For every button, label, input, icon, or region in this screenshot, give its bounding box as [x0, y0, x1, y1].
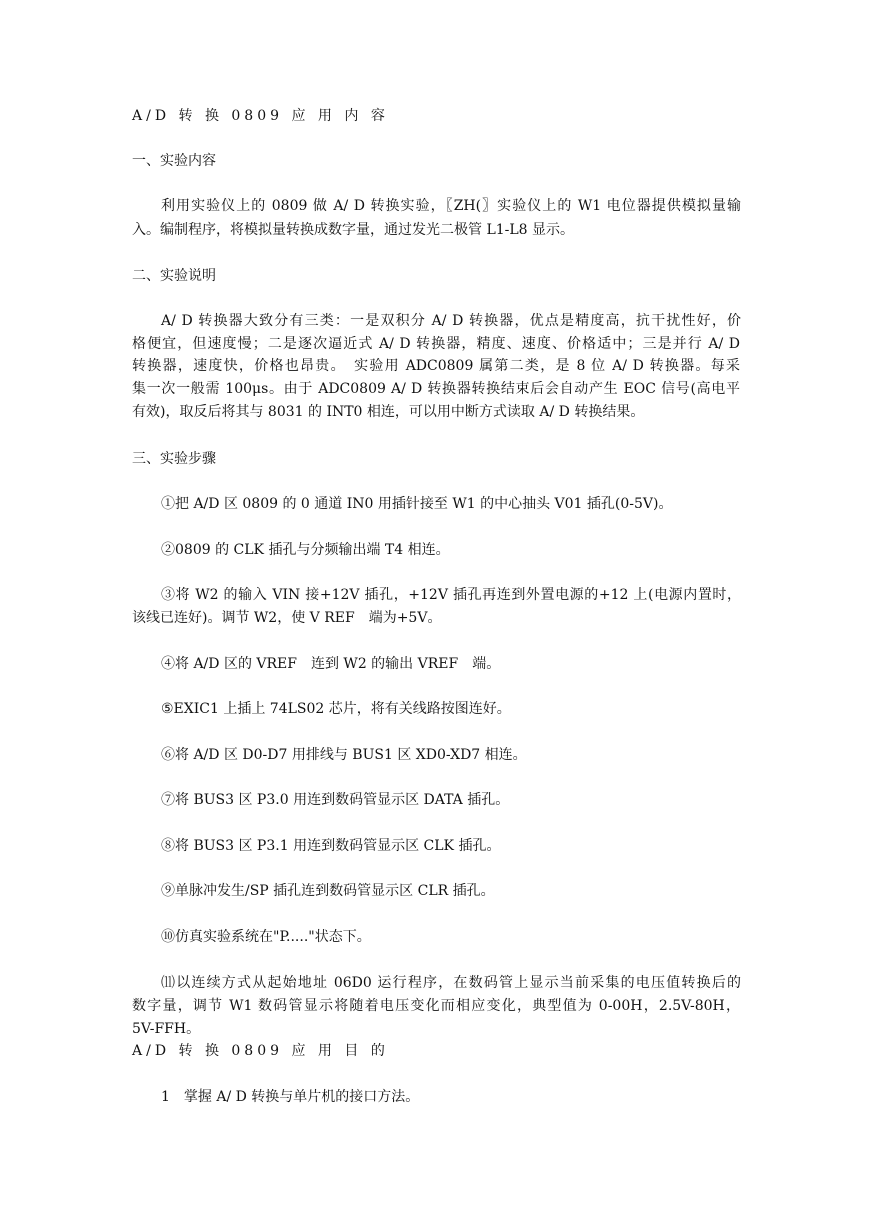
section-heading-steps: 三、实验步骤: [132, 451, 216, 467]
step-item-continued: 5V-FFH。: [132, 1021, 201, 1037]
section-heading-content: 一、实验内容: [132, 153, 216, 169]
goal-item: 1 掌握 A/ D 转换与单片机的接口方法。: [161, 1089, 420, 1105]
step-item: ⑥将 A/D 区 D0-D7 用排线与 BUS1 区 XD0-XD7 相连。: [161, 747, 527, 763]
step-item: ③将 W2 的输入 VIN 接+12V 插孔，+12V 插孔再连到外置电源的+12 上(电源内置时，: [161, 587, 741, 603]
step-item: ⑧将 BUS3 区 P3.1 用连到数码管显示区 CLK 插孔。: [161, 838, 501, 854]
step-item-continued: 该线已连好)。调节 W2，使 V REF 端为+5V。: [132, 610, 442, 626]
step-item: ⑨单脉冲发生/SP 插孔连到数码管显示区 CLR 插孔。: [161, 883, 495, 899]
paragraph-line: 集一次一般需 100μs。由于 ADC0809 A/ D 转换器转换结束后会自动产生 EOC 信号(高电平: [132, 381, 740, 397]
step-item: ⑦将 BUS3 区 P3.0 用连到数码管显示区 DATA 插孔。: [161, 792, 510, 808]
paragraph-line: 入。编制程序，将模拟量转换成数字量，通过发光二极管 L1-L8 显示。: [132, 222, 575, 238]
step-item: ⑤EXIC1 上插上 74LS02 芯片，将有关线路按图连好。: [161, 701, 511, 717]
doc-subtitle-goals: A/D 转 换 0809 应 用 目 的: [132, 1043, 389, 1059]
step-item: ④将 A/D 区的 VREF 连到 W2 的输出 VREF 端。: [161, 656, 501, 672]
section-heading-description: 二、实验说明: [132, 268, 216, 284]
step-item-continued: 数字量，调节 W1 数码管显示将随着电压变化而相应变化，典型值为 0-00H，2.5V-80H，: [132, 998, 740, 1014]
paragraph-line: 有效)，取反后将其与 8031 的 INT0 相连，可以用中断方式读取 A/ D 转换结果。: [132, 404, 645, 420]
paragraph-line: 转换器，速度快，价格也昂贵。 实验用 ADC0809 属第二类，是 8 位 A/ D 转换器。每采: [132, 358, 740, 374]
step-item: ②0809 的 CLK 插孔与分频输出端 T4 相连。: [161, 542, 450, 558]
doc-title: A/D 转 换 0809 应 用 内 容: [132, 108, 389, 124]
step-item: ⑾以连续方式从起始地址 06D0 运行程序，在数码管上显示当前采集的电压值转换后的: [161, 975, 741, 991]
paragraph-line: 利用实验仪上的 0809 做 A/ D 转换实验，〖ZH(〗实验仪上的 W1 电位器提供模拟量输: [161, 198, 741, 214]
step-item: ⑩仿真实验系统在"P....."状态下。: [161, 929, 371, 945]
step-item: ①把 A/D 区 0809 的 0 通道 IN0 用插针接至 W1 的中心抽头 V01 插孔(0-5V)。: [161, 496, 673, 512]
paragraph-line: A/ D 转换器大致分有三类：一是双积分 A/ D 转换器，优点是精度高，抗干扰性好，价: [161, 313, 741, 329]
paragraph-line: 格便宜，但速度慢；二是逐次逼近式 A/ D 转换器，精度、速度、价格适中；三是并行 A/ D: [132, 336, 740, 352]
